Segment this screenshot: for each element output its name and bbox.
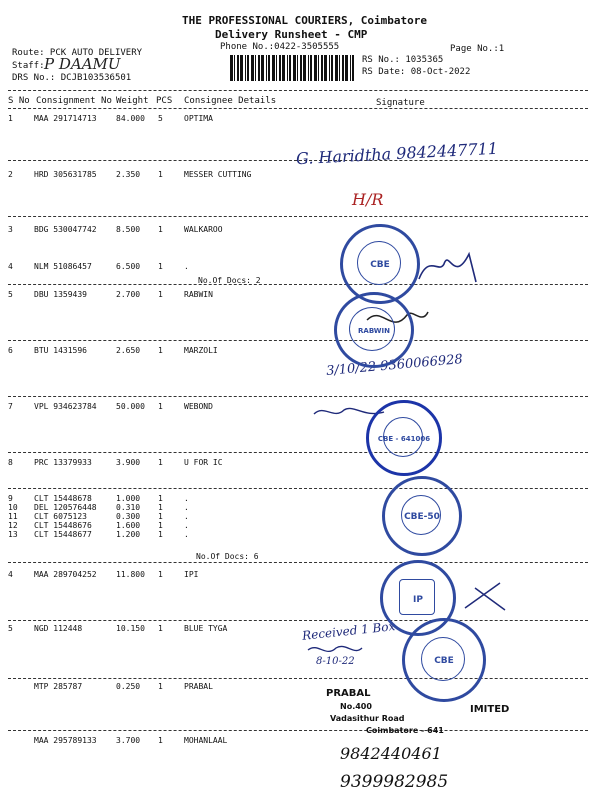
row-sno: 11 bbox=[8, 512, 18, 521]
row-pcs: 5 bbox=[158, 114, 163, 123]
row-pcs: 1 bbox=[158, 512, 163, 521]
row-weight: 2.650 bbox=[116, 346, 141, 355]
row-weight: 50.000 bbox=[116, 402, 145, 411]
row-consignee: . bbox=[184, 530, 189, 539]
row-consignment: MAA 295789133 bbox=[34, 736, 97, 745]
barcode-bar bbox=[266, 55, 267, 81]
row-pcs: 1 bbox=[158, 458, 163, 467]
stamp-suffix: IMITED bbox=[470, 704, 510, 715]
barcode-bar bbox=[240, 55, 243, 81]
phone-number: Phone No.:0422-3505555 bbox=[220, 42, 340, 52]
row-weight: 0.250 bbox=[116, 682, 141, 691]
col-weight: Weight bbox=[116, 96, 149, 106]
company-name: THE PROFESSIONAL COURIERS, Coimbatore bbox=[182, 14, 428, 27]
document-title: Delivery Runsheet - CMP bbox=[215, 28, 368, 41]
row-consignee: WALKAROO bbox=[184, 225, 223, 234]
row-pcs: 1 bbox=[158, 225, 163, 234]
barcode-bar bbox=[234, 55, 235, 81]
stamp-address: Vadasithur Road bbox=[330, 714, 405, 723]
col-consignee: Consignee Details bbox=[184, 96, 277, 106]
row-sno: 7 bbox=[8, 402, 13, 411]
drs-number: DRS No.: DCJB103536501 bbox=[12, 73, 132, 83]
divider bbox=[8, 620, 588, 621]
row-consignee: . bbox=[184, 503, 189, 512]
docs-note: No.Of Docs: 2 bbox=[198, 276, 261, 285]
row-sno: 5 bbox=[8, 290, 13, 299]
barcode-bar bbox=[303, 55, 306, 81]
staff-label: Staff: bbox=[12, 61, 45, 71]
barcode-bar bbox=[251, 55, 254, 81]
row-sno: 9 bbox=[8, 494, 13, 503]
row-weight: 10.150 bbox=[116, 624, 145, 633]
row-consignment: PRC 13379933 bbox=[34, 458, 92, 467]
barcode-bar bbox=[279, 55, 281, 81]
barcode-bar bbox=[247, 55, 249, 81]
row-weight: 6.500 bbox=[116, 262, 141, 271]
divider bbox=[8, 90, 588, 91]
row-sno: 3 bbox=[8, 225, 13, 234]
stamp-address: No.400 bbox=[340, 702, 372, 711]
row-pcs: 1 bbox=[158, 346, 163, 355]
stamp-company-name: PRABAL bbox=[326, 688, 371, 699]
divider bbox=[8, 340, 588, 341]
row-consignment: DBU 1359439 bbox=[34, 290, 87, 299]
divider bbox=[8, 108, 588, 109]
barcode-bar bbox=[272, 55, 275, 81]
divider bbox=[8, 678, 588, 679]
divider bbox=[8, 284, 588, 285]
row-consignment: NLM 51086457 bbox=[34, 262, 92, 271]
company-stamp: CBE bbox=[402, 618, 486, 702]
row-weight: 84.000 bbox=[116, 114, 145, 123]
barcode-bar bbox=[258, 55, 260, 81]
barcode-bar bbox=[268, 55, 270, 81]
barcode bbox=[230, 55, 355, 81]
barcode-bar bbox=[300, 55, 302, 81]
row-consignment: BDG 530047742 bbox=[34, 225, 97, 234]
row-weight: 1.000 bbox=[116, 494, 141, 503]
row-consignee: . bbox=[184, 262, 189, 271]
handwritten-date: 8-10-22 bbox=[316, 656, 355, 667]
divider bbox=[8, 488, 588, 489]
staff-name: P DAAMU bbox=[44, 55, 121, 73]
row-consignment: CLT 6075123 bbox=[34, 512, 87, 521]
row-sno: 13 bbox=[8, 530, 18, 539]
row-sno: 5 bbox=[8, 624, 13, 633]
row-consignment: MTP 285787 bbox=[34, 682, 83, 691]
barcode-bar bbox=[321, 55, 323, 81]
rs-date: RS Date: 08-Oct-2022 bbox=[362, 67, 471, 77]
handwritten-phone: 9399982985 bbox=[340, 772, 449, 792]
divider bbox=[8, 452, 588, 453]
barcode-bar bbox=[261, 55, 264, 81]
handwritten-date-phone: 3/10/22 9360066928 bbox=[325, 352, 464, 379]
row-consignment: MAA 289704252 bbox=[34, 570, 97, 579]
barcode-bar bbox=[282, 55, 285, 81]
route: Route: PCK AUTO DELIVERY bbox=[12, 48, 143, 58]
row-pcs: 1 bbox=[158, 503, 163, 512]
row-consignee: MARZOLI bbox=[184, 346, 218, 355]
row-pcs: 1 bbox=[158, 494, 163, 503]
row-weight: 2.700 bbox=[116, 290, 141, 299]
row-consignee: . bbox=[184, 521, 189, 530]
page-number: Page No.:1 bbox=[450, 44, 505, 54]
barcode-bar bbox=[345, 55, 348, 81]
row-consignee: MESSER CUTTING bbox=[184, 170, 252, 179]
barcode-bar bbox=[276, 55, 277, 81]
row-consignment: CLT 15448677 bbox=[34, 530, 92, 539]
company-stamp: CBE bbox=[340, 224, 420, 304]
row-consignee: BLUE TYGA bbox=[184, 624, 228, 633]
row-sno: 4 bbox=[8, 570, 13, 579]
row-consignee: IPI bbox=[184, 570, 199, 579]
company-stamp: IP bbox=[380, 560, 456, 636]
company-stamp: CBE-50 bbox=[382, 476, 462, 556]
barcode-bar bbox=[287, 55, 288, 81]
barcode-bar bbox=[310, 55, 312, 81]
handwritten-received: Received 1 Box bbox=[301, 619, 396, 643]
barcode-bars bbox=[230, 55, 355, 81]
barcode-bar bbox=[352, 55, 354, 81]
row-sno: 12 bbox=[8, 521, 18, 530]
col-sno: S No bbox=[8, 96, 30, 106]
row-consignment: DEL 120576448 bbox=[34, 503, 97, 512]
row-sno: 10 bbox=[8, 503, 18, 512]
row-consignee: . bbox=[184, 512, 189, 521]
row-consignee: MOHANLAAL bbox=[184, 736, 228, 745]
row-consignee: WEBOND bbox=[184, 402, 213, 411]
row-weight: 1.600 bbox=[116, 521, 141, 530]
col-signature: Signature bbox=[376, 98, 425, 108]
row-pcs: 1 bbox=[158, 682, 163, 691]
divider bbox=[8, 562, 588, 563]
row-consignee: U FOR IC bbox=[184, 458, 223, 467]
barcode-bar bbox=[293, 55, 296, 81]
signature-scribble bbox=[460, 578, 510, 618]
rs-number: RS No.: 1035365 bbox=[362, 55, 444, 65]
row-weight: 2.350 bbox=[116, 170, 141, 179]
barcode-bar bbox=[255, 55, 256, 81]
row-consignment: CLT 15448678 bbox=[34, 494, 92, 503]
row-consignment: HRD 305631785 bbox=[34, 170, 97, 179]
row-weight: 8.500 bbox=[116, 225, 141, 234]
company-stamp: CBE - 641006 bbox=[366, 400, 442, 476]
barcode-bar bbox=[230, 55, 233, 81]
row-consignee: RABWIN bbox=[184, 290, 213, 299]
row-weight: 0.310 bbox=[116, 503, 141, 512]
row-weight: 1.200 bbox=[116, 530, 141, 539]
row-consignee: PRABAL bbox=[184, 682, 213, 691]
barcode-bar bbox=[329, 55, 330, 81]
row-consignment: CLT 15448676 bbox=[34, 521, 92, 530]
barcode-bar bbox=[350, 55, 351, 81]
row-weight: 11.800 bbox=[116, 570, 145, 579]
row-sno: 6 bbox=[8, 346, 13, 355]
barcode-bar bbox=[314, 55, 317, 81]
barcode-bar bbox=[289, 55, 291, 81]
barcode-bar bbox=[324, 55, 327, 81]
row-consignee: . bbox=[184, 494, 189, 503]
row-pcs: 1 bbox=[158, 170, 163, 179]
barcode-bar bbox=[245, 55, 246, 81]
row-consignment: VPL 934623784 bbox=[34, 402, 97, 411]
barcode-bar bbox=[339, 55, 340, 81]
row-sno: 1 bbox=[8, 114, 13, 123]
barcode-bar bbox=[335, 55, 338, 81]
barcode-bar bbox=[308, 55, 309, 81]
signature-scribble bbox=[414, 244, 484, 289]
divider bbox=[8, 396, 588, 397]
row-sno: 2 bbox=[8, 170, 13, 179]
row-pcs: 1 bbox=[158, 402, 163, 411]
divider bbox=[8, 216, 588, 217]
row-sno: 4 bbox=[8, 262, 13, 271]
stamp-city: Coimbatore - 641 bbox=[366, 726, 444, 735]
col-pcs: PCS bbox=[156, 96, 173, 106]
handwritten-signature: G. Haridtha 9842447711 bbox=[295, 138, 499, 169]
barcode-bar bbox=[237, 55, 239, 81]
row-pcs: 1 bbox=[158, 624, 163, 633]
signature-scribble bbox=[306, 640, 366, 660]
row-consignment: MAA 291714713 bbox=[34, 114, 97, 123]
row-sno: 8 bbox=[8, 458, 13, 467]
company-stamp: RABWIN bbox=[334, 292, 414, 368]
docs-note: No.Of Docs: 6 bbox=[196, 552, 259, 561]
row-pcs: 1 bbox=[158, 290, 163, 299]
barcode-bar bbox=[331, 55, 333, 81]
divider bbox=[8, 730, 588, 731]
row-pcs: 1 bbox=[158, 736, 163, 745]
handwritten-phone: 9842440461 bbox=[340, 744, 442, 763]
row-weight: 0.300 bbox=[116, 512, 141, 521]
barcode-bar bbox=[342, 55, 344, 81]
row-pcs: 1 bbox=[158, 262, 163, 271]
col-consignment: Consignment No bbox=[36, 96, 112, 106]
row-consignee: OPTIMA bbox=[184, 114, 213, 123]
barcode-bar bbox=[318, 55, 319, 81]
handwritten-mark: H/R bbox=[352, 190, 384, 209]
barcode-bar bbox=[297, 55, 298, 81]
row-consignment: BTU 1431596 bbox=[34, 346, 87, 355]
row-pcs: 1 bbox=[158, 521, 163, 530]
row-weight: 3.700 bbox=[116, 736, 141, 745]
row-consignment: NGD 112448 bbox=[34, 624, 83, 633]
row-pcs: 1 bbox=[158, 570, 163, 579]
row-pcs: 1 bbox=[158, 530, 163, 539]
row-weight: 3.900 bbox=[116, 458, 141, 467]
